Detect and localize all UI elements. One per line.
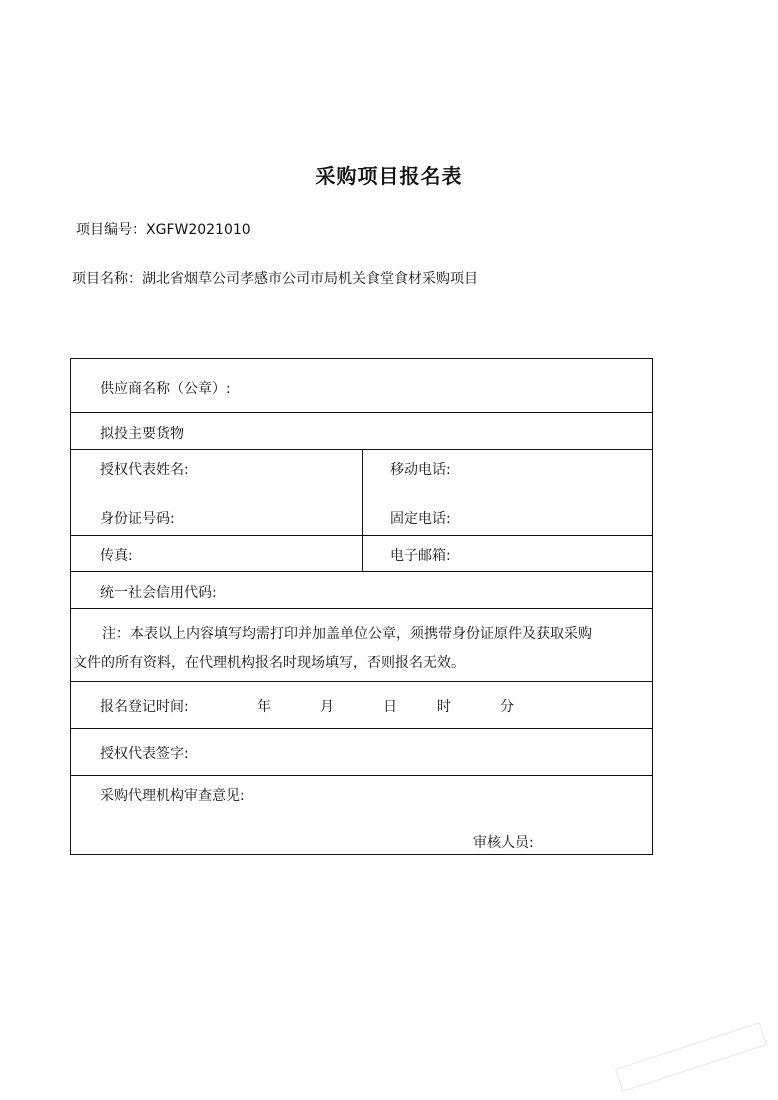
id-number-label: 身份证号码: [100, 511, 175, 527]
rep-name-label: 授权代表姓名: [100, 462, 189, 478]
reg-hour-label: 时 [437, 699, 451, 715]
row-credit-code [71, 572, 652, 609]
landline-label: 固定电话: [390, 511, 451, 527]
reg-day-label: 日 [383, 699, 397, 715]
watermark-stamp [615, 1022, 767, 1092]
row-contact [71, 536, 652, 572]
row-main-goods [71, 413, 652, 450]
reg-month-label: 月 [320, 699, 334, 715]
reg-minute-label: 分 [500, 699, 514, 715]
row-registration-time [71, 682, 652, 729]
reg-year-label: 年 [257, 699, 271, 715]
email-label: 电子邮箱: [390, 548, 451, 564]
review-opinion-label: 采购代理机构审查意见: [100, 788, 245, 804]
main-goods-label: 拟投主要货物 [100, 426, 184, 442]
project-name-value: 湖北省烟草公司孝感市公司市局机关食堂食材采购项目 [142, 271, 478, 287]
fax-label: 传真: [100, 548, 133, 564]
supplier-name-label: 供应商名称（公章）: [100, 381, 231, 397]
project-code-value: XGFW2021010 [146, 222, 251, 238]
registration-form [70, 358, 653, 855]
page-title: 采购项目报名表 [315, 164, 463, 188]
mobile-label: 移动电话: [390, 462, 451, 478]
row-note [71, 609, 652, 682]
column-divider [362, 536, 363, 571]
row-review [71, 776, 652, 856]
project-name [72, 268, 478, 288]
note-line-2: 文件的所有资料，在代理机构报名时现场填写，否则报名无效。 [73, 655, 465, 671]
project-code [76, 219, 251, 239]
row-supplier-name [71, 359, 652, 413]
row-signature [71, 729, 652, 776]
credit-code-label: 统一社会信用代码: [100, 585, 217, 601]
note-line-1: 注：本表以上内容填写均需打印并加盖单位公章，须携带身份证原件及获取采购 [102, 626, 592, 642]
column-divider [362, 450, 363, 535]
row-representative [71, 450, 652, 536]
reviewer-label: 审核人员: [473, 835, 534, 851]
project-code-label: 项目编号： [76, 222, 146, 238]
rep-signature-label: 授权代表签字: [100, 746, 189, 762]
reg-time-label: 报名登记时间: [100, 699, 189, 715]
project-name-label: 项目名称： [72, 271, 142, 287]
